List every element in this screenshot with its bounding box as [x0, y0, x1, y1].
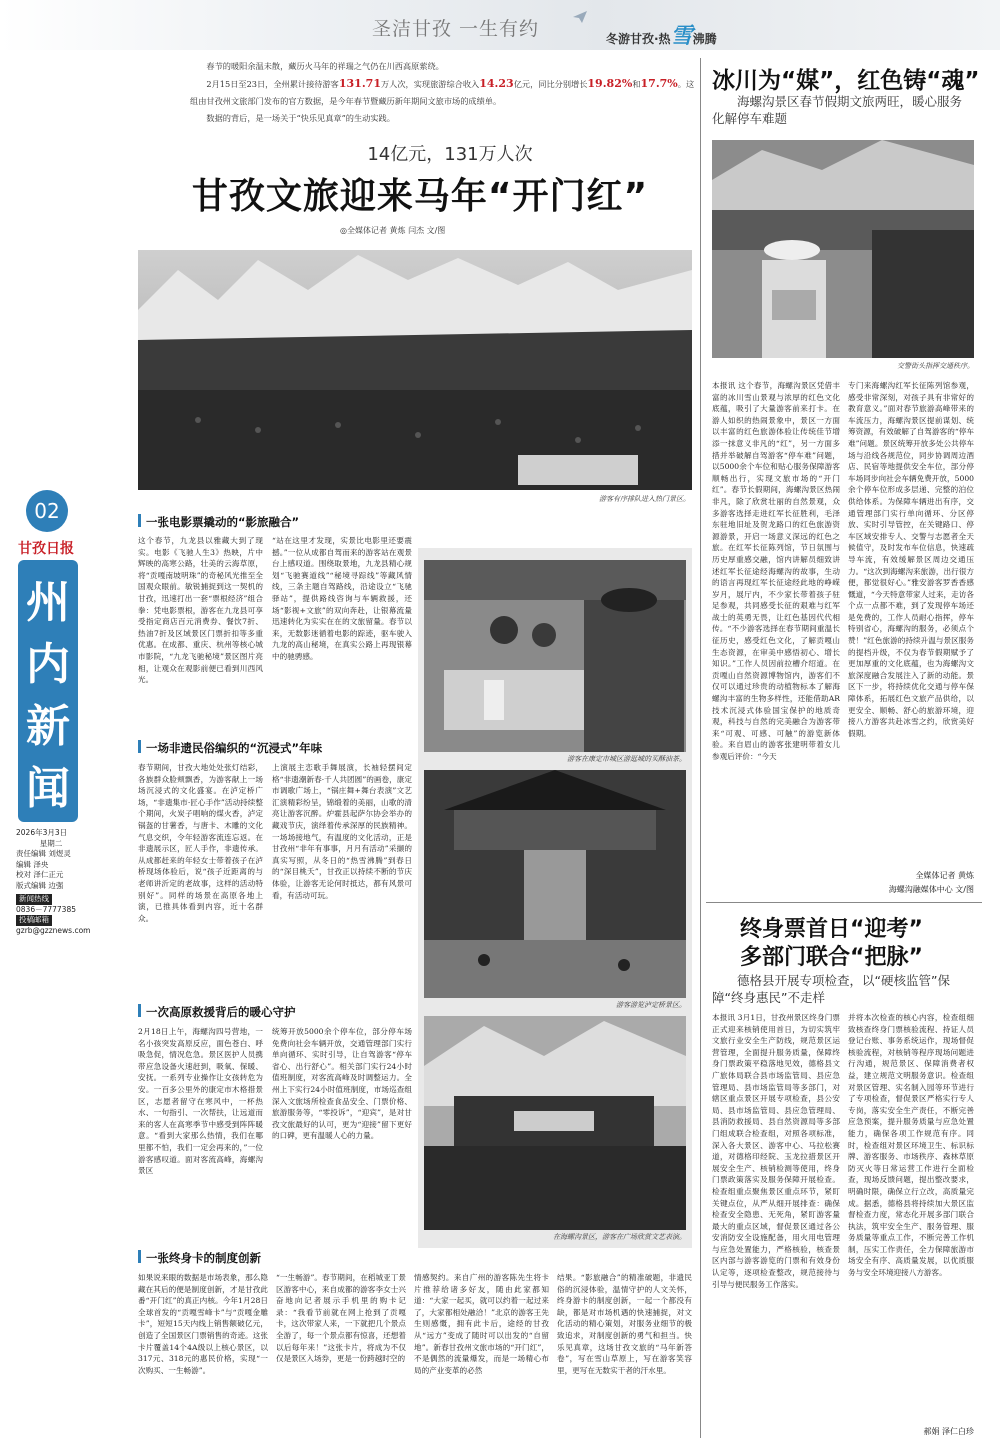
photo-luding-bridge	[424, 770, 686, 998]
paper-plane-icon	[572, 10, 588, 24]
hotline-label: 新闻热线	[16, 894, 52, 905]
lead-p2e: 。这组由甘孜州文旅部门发布的官方数据，是今年春节暨藏历新年期间文旅市场的成绩单。	[190, 79, 695, 106]
article3-col2: 并将本次检查的核心内容，检查组细致核查终身门票核验流程、持证人员登记台账、事务系统运作，现场督促核验流程，对核销等程序现场问题进行沟通，规范景区、保障消费者权益，建立规范文明服务意识。检查组对景区管理、实名制入园等环节进行了专项检查，督促景区严格实行专人专岗，落实安全生产责任，不断完善应急预案，提升服务质量与应急处置能力，确保各项工作规范有序。同时，检查组对景区环境卫生、标识标牌、游客服务、市场秩序、森林草原防灭火等日常运营工作进行全面检查，现场反馈问题，提出整改要求，明确时限，确保立行立改，高质量完成。据悉，德格县将持续加大景区监督检查力度，常态化开展多部门联合执法，筑牢安全生产、服务管理、服务质量等重点工作，不断完善工作机制，压实工作责任，全力保障旅游市场安全有序、高质量发展，以优质服务与安全环境迎接八方游客。	[848, 1013, 974, 1278]
email: gzrb@gzznews.com	[16, 925, 91, 935]
section3-title: 一次高原救援背后的暖心守护	[146, 1005, 296, 1019]
lead-block	[190, 58, 695, 127]
editor-in-charge: 责任编辑 刘煜灵	[16, 849, 71, 858]
section-title-box	[18, 560, 78, 822]
section-char-2: 内	[26, 639, 70, 690]
section2-bar	[138, 740, 141, 753]
s4-col3: 情感契约。来自广州的游客陈先生将卡片推荐给诸多好友，随由此家都知道：“大家一起买，就可以约着一起过来了，大家都相处融洽！”北京的游客王先生则感慨，拥有此卡后，途经的甘孜从“远方”变成了随时可以出发的“自留地”。新春甘孜州文旅市场的“开门红”，不是偶然的流量爆发，而是一场精心布局的产业变革的必然	[414, 1273, 549, 1375]
article2-photo-caption: 交警街头指挥交通秩序。	[897, 362, 974, 370]
main-byline: ◎全媒体记者 黄炼 闫杰 文/图	[340, 226, 446, 235]
photo1-caption: 游客有序排队进入热门景区。	[599, 495, 690, 503]
article2-byline1: 全媒体记者 黄炼	[915, 871, 974, 880]
article2-col1: 本报讯 这个春节，海螺沟景区凭借丰富的冰川雪山景观与浓厚的红色文化底蕴，吸引了大量游客前来打卡。在游人如织的热闹景象中，景区一方面以丰富的红色旅游体验让传统佳节增添一抹意义非凡的“红”，另一方面多措并举破解自驾游客“停车难”问题，以5000余个车位和贴心服务保障游客顺畅出行，实现文旅市场的“开门红”。春节长假期间，海螺沟景区热闹非凡，除了欣赏壮丽的自然景观，众多游客选择走进红军长征胜利，毛泽东驻地旧址及贺龙路口的红色旅游资源游景，开启一场意义深远的红色之旅。在红军长征陈列馆，节日氛围与历史厚重感交融，馆内讲解员细致讲述红军长征途经海螺沟的故事，生动的语言再现红军长征途经此地的峥嵘岁月，展厅内，不少家长带着孩子驻足参观，共同感受长征的艰难与红军战士的英勇无畏，让红色基因代代相传。“不少游客选择在春节期间重温长征历史，感受红色文化，了解贡嘎山生态资源，在审美中感悟初心、增长知识。”工作人员因前拉槽介绍道。在贡嘎山自然资源博物馆内，游客们不仅可以通过珍贵的动植物标本了解海螺沟丰富的生物多样性，还能借助AR技术沉浸式体验国宝保护的地质奇观，科技与自然的完美融合为游客带来“可观、可感、可触”的游览新体验。来自眉山的游客张建明带着女儿参观后评价：“今天	[712, 381, 840, 761]
stat-visitors: 131.71	[338, 77, 381, 90]
article2-col2: 专门来海螺沟红军长征陈列馆参观，感受非常深刻，对孩子具有非常好的教育意义。”面对春节旅游高峰带来的车流压力，海螺沟景区提前谋划、统筹资源，有效破解了自驾游客的“停车难”问题。景区统筹开放多处公共停车场与沿线各规范位，同步协调周边酒店、民宿等地提供安全车位，部分停车场同步向社会车辆免费开放，5000余个停车位形成多层递、完整的泊位供给体系。为保障车辆进出有序，交通管理部门实行单向循环、分区停放、实时引导管控，在关键路口、停车区域安排专人、交警与志愿者全天候值守，及时发布车位信息，快速疏导车流，有效缓解景区周边交通压力。“这次到海螺沟来旅游，出行很方便，都觉很好心。”雅安游客罗香香感慨道，“今天特意带家人过来，走访各个点一点都不难，到了发现停车场还是免费的，工作人员耐心指挥，停车特别省心，海螺沟的服务，必须点个赞！”红色旅游的持续升温与景区服务的提档升级，不仅为春节假期赋予了更加厚重的文化底蕴，也为海螺沟文旅深度融合发展注入了新的动能。景区下一步，将持续优化交通与停车保障体系，拓展红色文旅产品供给，以更安全、顺畅、舒心的旅游环境，迎接八方游客共赴冰雪之约，欣赏美好假期。	[848, 381, 974, 738]
s2-col2: 上演展主恋歌手舞展演，长袖轻摆间定格“非遗潮新春·千人共团圆”的画卷，康定市调歌广场上，“锅庄舞+舞台表演”文艺汇演精彩纷呈，锦缎着的美丽，山歌的清亮让游客沉醉。炉霍县起萨尔协会举办的藏戏节庆，演绎着传承深厚的民族精神。一场场接地气，有温度的文化活动，正是甘孜州“非年有事事，月月有活动”采撷的真实写照，从冬日的“热雪沸腾”到春日的“深目桃夭”，甘孜正以持续不断的节庆体验，让游客无论何时抵达，都有风景可看，有活动可玩。	[272, 763, 412, 900]
lead-p3: 数据的背后，是一场关于“快乐见真章”的生动实践。	[206, 113, 395, 123]
editor-layout: 编辑 泽央	[16, 859, 49, 869]
page-number-badge	[26, 490, 68, 532]
main-right-divider	[700, 58, 701, 1438]
page-number: 02	[34, 499, 60, 523]
section1-bar	[138, 514, 141, 527]
stat-revenue-growth: 17.7%	[640, 77, 678, 90]
email-label: 投稿邮箱	[16, 915, 52, 926]
photo3-caption: 游客游览泸定桥景区。	[616, 1001, 686, 1009]
brand-prefix: 冬游甘孜·热	[606, 32, 671, 46]
section3-bar	[138, 1004, 141, 1017]
main-kicker: 14亿元，131万人次	[367, 144, 533, 165]
hotline: 0836－7777385	[16, 904, 76, 914]
section-char-4: 闻	[26, 763, 70, 814]
article3-col1: 本报讯 3月1日，甘孜州景区终身门票正式迎来核销使用首日，为切实筑牢文旅行业安全生产防线，规范景区运营管理，全面提升服务质量，保障终身门票政策平稳落地见效，德格县文广旅体局联合县市场监管局、县应急管理局、县市场监管局等多部门，对辖区重点景区开展专项检查，县公安局、县市场监管局、县应急管理局、县消防救援局、县自然资源局等多部门组成联合检查组，对照各项标准，深入各大景区、游客中心、马拉松赛道，对德格印经院、玉龙拉措景区开展安全生产、核销检测等使用，终身门票政策落实及服务保障开展检查。检查组重点聚焦景区重点环节，紧盯关键点位，从严从细开展排查：确保检查安全隐患、无死角，紧盯游客量最大的重点区域，督促景区通过各公安消防安全设施配备，用火用电管理与应急处置能力，严格核验，核查景区内部与游客游览的门票和有效身份认定等，逐项检查整改，规范接待与引导与便民服务工作落实。	[712, 1013, 840, 1289]
stat-visitors-growth: 19.82%	[587, 77, 633, 90]
photo-crowd-scenic	[138, 250, 692, 490]
editor-design: 版式编辑 边强	[16, 880, 64, 890]
brand-suffix: 沸腾	[692, 32, 717, 46]
article2-headline: 冰川为“媒”，红色铸“魂”	[712, 68, 980, 94]
section-char-3: 新	[26, 701, 70, 752]
paper-name: 甘孜日报	[18, 541, 74, 557]
lead-p1: 春节的暖阳余温未散，藏历火马年的祥瑞之气仍在川西高原萦绕。	[206, 61, 444, 71]
main-headline: 甘孜文旅迎来马年“开门红”	[191, 176, 649, 217]
s1-col2: “站在这里才发现，实景比电影里还要震撼。”一位从成都自驾而来的游客站在观景台上感叹道。围绕取景地，九龙县精心规划“飞驰赛道线”“秘境寻踪线”等藏风情线，三条主题自驾路线，沿途设立“飞驰驿站”，提供路线咨询与车辆救援，还场“影视+文旅”的双向奔赴，让银幕流量迅速转化为实实在在的文旅留量。春节以来，无数影迷循着电影的踪迹，驱车驶入九龙的高山秘境，在真实公路上再现银幕中的驰骋感。	[272, 536, 412, 661]
header-slogan: 圣洁甘孜 一生有约	[372, 18, 540, 40]
s4-col2: “一生畅游”。春节期间，在稻城亚丁景区游客中心，来自成都的游客李女士兴奋地向记者展示手机里的购卡记录：“我看节前就在网上抢到了贡嘎卡，这次带家人来，一下就把几个景点全游了，每一个景点都有惊喜，还想着以后每年来！”这张卡片，将成为不仅仅是景区入场券，更是一份跨越时空的	[276, 1273, 406, 1364]
editor-proof: 校对 泽仁正元	[16, 870, 64, 879]
s1-col1: 这个春节，九龙县以雅藏大到了现实。电影《飞驰人生3》热映，片中辉映的高寒公路，壮美的云海草原，将“贡嘎南坡明珠”的奇秘风光推至全国观众眼前。敏锐捕捉到这一契机的甘孜，迅速打出一套“票根经济”组合拳：凭电影票根，游客在九龙县可享受指定商店百元消费券、餐饮7折、热油7折及区域景区门票折扣等多重优惠。在成都、重庆、杭州等核心城市影院，“九龙飞驰秘境”景区图片亮相，让观众在观影前便已看到川西风光。	[138, 536, 263, 685]
s3-col2: 统筹开放5000余个停车位，部分停车场免费向社会车辆开放，交通管理部门实行单向循环、实时引导，让自驾游客“停车省心、出行舒心”。相关部门实行24小时值班制度，对客流高峰及时调整运力。全州上下实行24小时值班制度，市场巡查组深入文旅场所检查食品安全、门票价格、旅游服务等，“零投诉”，“迎宾”，是对甘孜文旅最好的认可，更为“迎接”留下更好的口碑，更有温暖人心的力量。	[272, 1027, 412, 1141]
sidebar-meta	[16, 828, 91, 936]
section4-bar	[138, 1250, 141, 1263]
photo-traffic-police	[712, 140, 974, 358]
photo2-caption: 游客在康定市城区游逛城的买酥油茶。	[567, 755, 686, 763]
s3-col1: 2月18日上午，海螺沟四号营地，一名小孩突发高原反应，面色苍白、呼吸急促，情况危急。景区医护人员携带应急设备火速赶到，吸氧、保暖、安抚。一系列专业操作让女孩转危为安。一百多公里外的康定市木格措景区，志愿者留守在寒风中，一杯热水、一句指引、一次帮扶，让远道而来的客人在高寒季节中感受到阵阵暖意。“看到大家那么热情，我们在哪里都不怕，我们一定会再来的，”一位游客感叹道。面对客流高峰，海螺沟景区	[138, 1027, 263, 1176]
section4-title: 一张终身卡的制度创新	[146, 1251, 261, 1265]
article2-byline2: 海螺沟融媒体中心 文/图	[888, 885, 974, 894]
article3-subhead: 德格县开展专项检查，以“硬核监管”保障“终身惠民”不走样	[712, 973, 950, 1005]
s2-col1: 春节期间，甘孜大地处处张灯结彩，各族群众脸颊飘香，为游客献上一场场沉浸式的文化盛宴。在泸定桥广场，“非遗集市·匠心手作”活动持续整个期间，火炭子唱响的煤火香，泸定锅盔的甘薯香，与唐卡、木雕的文化气息交织，令年轻游客流连忘返。在非遗展示区，匠人手作，非遗传承。从成都赶来的年轻女士带着孩子在泸桥现场体验后，说“孩子近距离的与老师讲沂定的老故事，这样的活动特别好”。同样的场景在高原各地上演，已推具体看到内容，近十名群众。	[138, 763, 263, 923]
lead-p2c: 亿元，同比分别增长	[513, 79, 588, 89]
lead-p2	[190, 75, 695, 110]
stat-revenue: 14.23	[479, 77, 514, 90]
article3-headline2: 多部门联合“把脉”	[740, 945, 923, 970]
s4-col4: 结果。“影旅融合”的精准破题，非遗民俗的沉浸体验，温情守护的人文关怀，终身游卡的制度创新，一起一个都没有缺，都是对市场机遇的快速捕捉，对文化活动的精心策划，对服务业细节的极致追求，对制度创新的勇气和担当。快乐见真章，这场甘孜文旅的“马年新答卷”，写在雪山草原上，写在游客笑容里，更写在无数实干者的汗水里。	[557, 1273, 692, 1375]
photo4-caption: 在海螺沟景区，游客在广场欣赏文艺表演。	[553, 1233, 686, 1241]
article2-subhead: 海螺沟景区春节假期文旅两旺，暖心服务化解停车难题	[712, 94, 963, 126]
section-char-1: 州	[26, 577, 70, 628]
article2-3-divider	[706, 902, 982, 903]
section2-title: 一场非遗民俗编织的“沉浸式”年味	[146, 741, 323, 755]
lead-p2d: 和	[632, 79, 641, 89]
photo-butter-tea	[424, 560, 686, 752]
lead-p2b: 万人次，实现旅游综合收入	[380, 79, 480, 89]
article3-byline: 郝娟 泽仁白珍	[923, 1427, 974, 1436]
article3-headline1: 终身票首日“迎考”	[740, 917, 923, 942]
s4-col1: 如果说来眼的数据是市场表象，那么隐藏在其后的便是制度创新，才是甘孜此番“开门红”的真正内核。今年1月28日全球首发的“贡嘎雪峰卡”与“贡嘎金雕卡”，短短15天内线上销售额破亿元，创造了全国景区门票销售的奇迹。这张卡片覆盖14个4A级以上核心景区，以317元、318元的惠民价格，实现“一次购买、一生畅游”。	[138, 1273, 268, 1375]
issue-date: 2026年3月3日	[16, 828, 68, 837]
header-brand	[606, 19, 717, 50]
brand-snow: 雪	[670, 24, 693, 49]
issue-weekday: 星期二	[39, 838, 63, 848]
section1-title: 一张电影票撬动的“影旅融合”	[146, 515, 300, 529]
lead-p2a: 2月15日至23日，全州累计接待游客	[206, 79, 339, 89]
photo-hailuogou-show	[424, 1016, 686, 1230]
